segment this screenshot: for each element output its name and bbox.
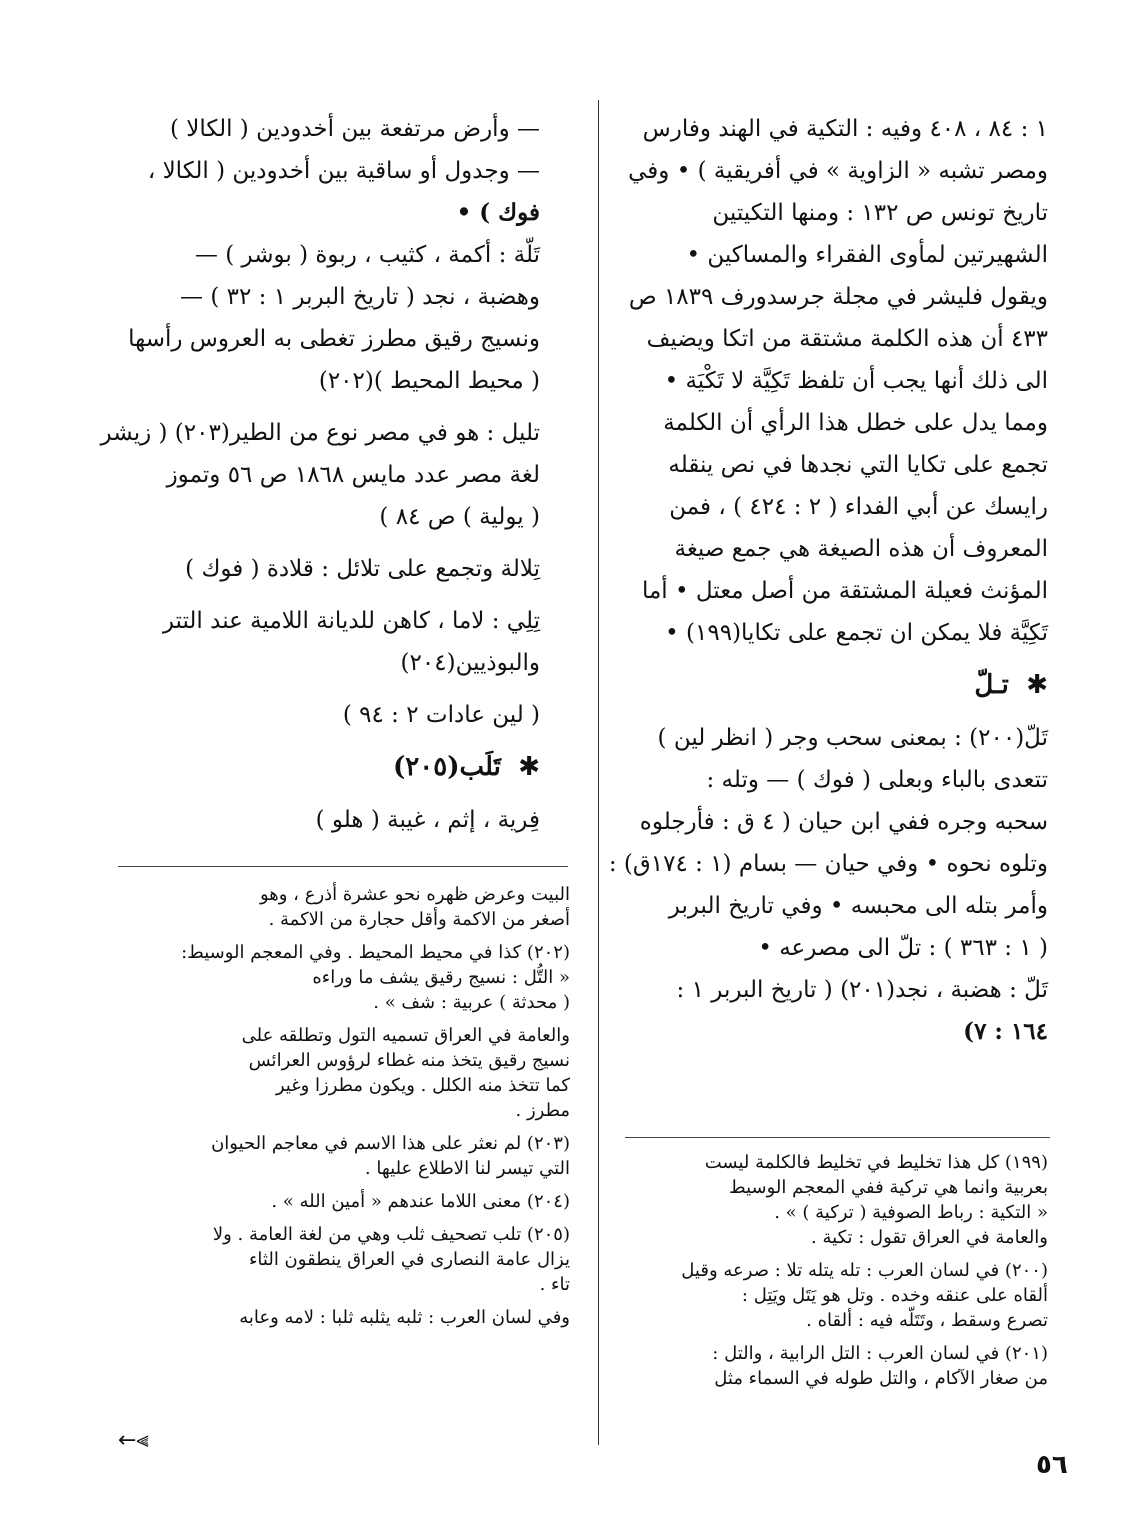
footnote-line: مطرز . (515, 1100, 570, 1121)
text-line: ( ١ : ٣٦٣ ) : تلّ الى مصرعه • (758, 935, 1048, 961)
text-line: رايسك عن أبي الفداء ( ٢ : ٤٢٤ ) ، فمن (669, 494, 1048, 520)
footnote-line: أصغر من الاكمة وأقل حجارة من الاكمة . (268, 909, 570, 930)
text-line: ( محيط المحيط )(٢٠٢) (318, 368, 540, 394)
footnote-line: ألقاه على عنقه وخده . وتل هو يَتَل ويَتِل : (741, 1285, 1048, 1306)
text-line: ١٦٤ : ٧) (963, 1018, 1048, 1045)
continue-arrow-icon: ←⫷ (118, 1428, 149, 1453)
footnote-line: « التكية : رباط الصوفية ( تركية ) » . (774, 1202, 1048, 1223)
text-line: — وجدول أو ساقية بين أخدودين ( الكالا ، (147, 158, 540, 184)
footnote-line: (٢٠٤) معنى اللاما عندهم « أمين الله » . (271, 1191, 570, 1212)
footnote-rule-left (118, 866, 568, 867)
text-line: والبوذيين(٢٠٤) (400, 650, 540, 676)
column-divider (598, 100, 599, 1445)
star-icon: ✱ (518, 752, 540, 782)
footnote-line: كما تتخذ منه الكلل . ويكون مطرزا وغير (275, 1075, 570, 1096)
right-footnotes (618, 1150, 1048, 1391)
text-line: تجمع على تكايا التي نجدها في نص ينقله (668, 452, 1048, 478)
footnote-line: تاء . (539, 1274, 570, 1295)
text-line: تَلّة : أكمة ، كثيب ، ربوة ( بوشر ) — (194, 242, 540, 268)
text-line: تتعدى بالباء وبعلى ( فوك ) — وتله : (706, 767, 1048, 793)
text-line: — وأرض مرتفعة بين أخدودين ( الكالا ) (169, 116, 540, 142)
left-column (100, 108, 540, 841)
text-line: تاريخ تونس ص ١٣٢ : ومنها التكيتين (712, 200, 1048, 226)
left-footnotes (115, 882, 570, 1330)
footnote-line: يزال عامة النصارى في العراق ينطقون الثاء (248, 1249, 570, 1270)
footnote-line: تصرع وسقط ، وتَتَلّه فيه : ألقاه . (806, 1310, 1048, 1331)
text-line: تَلّ(٢٠٠) : بمعنى سحب وجر ( انظر لين ) (657, 725, 1048, 751)
entry-head-text: تَلَب(٢٠٥) (392, 752, 501, 782)
text-line: فوك ) • (456, 199, 540, 226)
text-line: فِرية ، إثم ، غيبة ( هلو ) (315, 807, 540, 833)
page-number: ٥٦ (1036, 1450, 1068, 1480)
footnote-line: التي تيسر لنا الاطلاع عليها . (364, 1158, 570, 1179)
star-icon: ✱ (1026, 670, 1048, 700)
entry-heading (618, 664, 1048, 707)
footnote-line: (٢٠٣) لم نعثر على هذا الاسم في معاجم الحيوان (211, 1133, 570, 1154)
footnote-line: ( محدثة ) عربية : شف » . (373, 992, 570, 1013)
text-line: ومما يدل على خطل هذا الرأي أن الكلمة (663, 410, 1048, 436)
text-line: وتلوه نحوه • وفي حيان — بسام (١ : ١٧٤ق) : (608, 851, 1048, 877)
footnote-line: (٢٠٠) في لسان العرب : تله يتله تلا : صرعه وقيل (681, 1260, 1048, 1281)
footnote-rule-right (625, 1137, 1050, 1138)
text-line: الشهيرتين لمأوى الفقراء والمساكين • (686, 242, 1048, 268)
entry-heading (115, 746, 540, 789)
text-line: تليل : هو في مصر نوع من الطير(٢٠٣) ( زيشر (100, 420, 540, 446)
right-column (608, 108, 1048, 1053)
text-line: وهضبة ، نجد ( تاريخ البربر ١ : ٣٢ ) — (180, 284, 540, 310)
text-line: وأمر بتله الى محبسه • وفي تاريخ البربر (668, 893, 1048, 919)
text-line: تِلِي : لاما ، كاهن للديانة اللامية عند التتر (162, 608, 540, 634)
footnote-line: والعامة في العراق تقول : تكية . (811, 1227, 1048, 1248)
footnote-line: « التُّل : نسيج رقيق يشف ما وراءه (312, 967, 570, 988)
footnote-line: (١٩٩) كل هذا تخليط في تخليط فالكلمة ليست (704, 1152, 1048, 1173)
footnote-line: بعربية وانما هي تركية ففي المعجم الوسيط (729, 1177, 1048, 1198)
text-line: ونسيج رقيق مطرز تغطى به العروس رأسها (128, 326, 540, 352)
text-line: ( لين عادات ٢ : ٩٤ ) (342, 702, 540, 728)
footnote-line: (٢٠٢) كذا في محيط المحيط . وفي المعجم الوسيط: (181, 942, 570, 963)
footnote-line: (٢٠٥) تلب تصحيف ثلب وهي من لغة العامة . ولا (212, 1224, 570, 1245)
text-line: ١ : ٨٤ ، ٤٠٨ وفيه : التكية في الهند وفارس (642, 116, 1048, 142)
text-line: ويقول فليشر في مجلة جرسدورف ١٨٣٩ ص (628, 284, 1048, 310)
text-line: تَلّ : هضبة ، نجد(٢٠١) ( تاريخ البربر ١ : (676, 977, 1048, 1003)
footnote-line: البيت وعرض ظهره نحو عشرة أذرع ، وهو (259, 884, 570, 905)
text-line: سحبه وجره ففي ابن حيان ( ٤ ق : فأرجلوه (639, 809, 1048, 835)
footnote-line: من صغار الآكام ، والتل طوله في السماء مثل (714, 1368, 1048, 1389)
text-line: تِلالة وتجمع على تلائل : قلادة ( فوك ) (185, 556, 540, 582)
text-line: الى ذلك أنها يجب أن تلفظ تَكِيَّة لا تَكْيَة • (664, 368, 1048, 394)
footnote-line: والعامة في العراق تسميه التول وتطلقه على (241, 1025, 570, 1046)
text-line: المؤنث فعيلة المشتقة من أصل معتل • أما (641, 578, 1048, 604)
entry-head-text: تـلّ (974, 670, 1009, 700)
footnote-line: وفي لسان العرب : ثلبه يثلبه ثلبا : لامه وعابه (239, 1307, 570, 1328)
footnote-line: نسيج رقيق يتخذ منه غطاء لرؤوس العرائس (248, 1050, 570, 1071)
text-line: تَكِيَّة فلا يمكن ان تجمع على تكايا(١٩٩) • (665, 620, 1048, 646)
text-line: ( يولية ) ص ٨٤ ) (379, 504, 540, 530)
text-line: المعروف أن هذه الصيغة هي جمع صيغة (674, 536, 1048, 562)
text-line: لغة مصر عدد مايس ١٨٦٨ ص ٥٦ وتموز (166, 462, 540, 488)
text-line: ومصر تشبه « الزاوية » في أفريقية ) • وفي (628, 158, 1048, 184)
footnote-line: (٢٠١) في لسان العرب : التل الرابية ، والتل : (712, 1343, 1048, 1364)
text-line: ٤٣٣ أن هذه الكلمة مشتقة من اتكا ويضيف (646, 326, 1048, 352)
